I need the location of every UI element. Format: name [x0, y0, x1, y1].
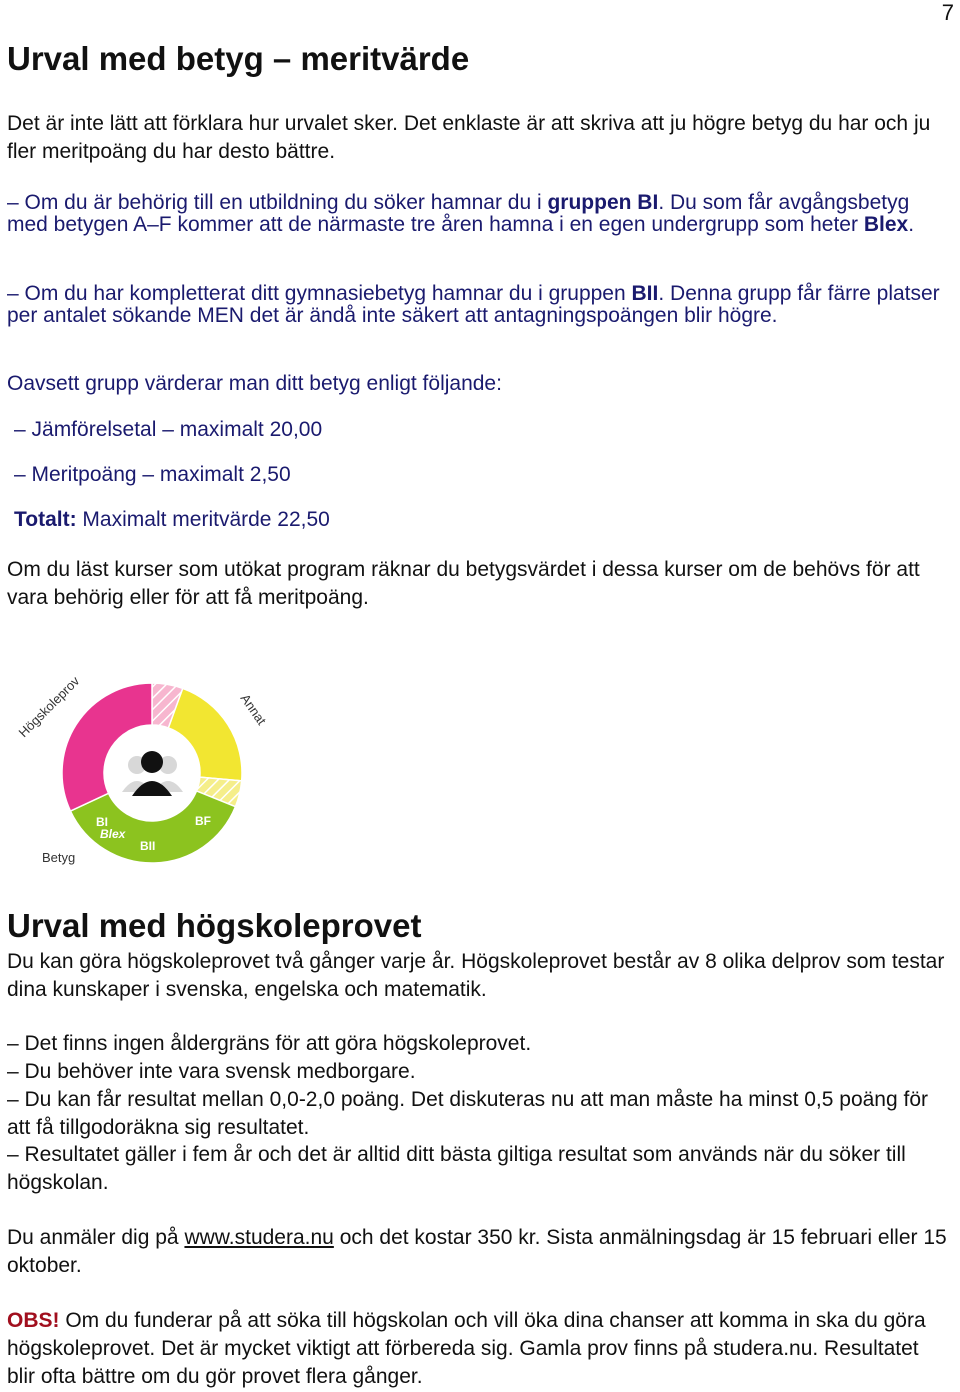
item-jamforelsetal: – Jämförelsetal – maximalt 20,00: [14, 418, 323, 441]
register-pre: Du anmäler dig på: [7, 1226, 185, 1249]
obs-paragraph: [7, 1307, 952, 1391]
page-number: 7: [941, 0, 954, 25]
section-title-merit: Urval med betyg – meritvärde: [7, 40, 470, 77]
bi-text-pre: – Om du är behörig till en utbildning du söker hamnar du i: [7, 191, 548, 214]
total-line: [14, 506, 959, 534]
bii-text-pre: – Om du har kompletterat ditt gymnasiebetyg hamnar du i gruppen: [7, 282, 632, 305]
selection-groups-diagram: [12, 668, 282, 868]
hogskoleprov-bullet-1: – Det finns ingen åldergräns för att göra högskoleprovet.: [7, 1032, 532, 1055]
register-post: och det kostar 350 kr. Sista anmälningsdag är 15 februari eller 15 oktober.: [7, 1226, 947, 1277]
extended-paragraph: Om du läst kurser som utökat program räknar du betygsvärdet i dessa kurser om de behövs för att vara behörig eller för att få meritpoäng.: [7, 558, 920, 609]
studera-link[interactable]: www.studera.nu: [184, 1226, 334, 1249]
obs-text: Om du funderar på att söka till högskolan och vill öka dina chanser att komma in ska du göra högskoleprovet. Det är mycket viktigt att förbereda sig. Gamla prov finns på studera.nu. Resultatet blir ofta bättre om du gör provet flera gånger.: [7, 1309, 926, 1388]
bii-text-post: . Denna grupp får färre platser per antalet sökande MEN det är ändå inte säkert att antagningspoängen blir högre.: [7, 282, 940, 327]
register-paragraph: [7, 1224, 952, 1280]
bii-bold: BII: [631, 282, 659, 305]
regardless-paragraph: Oavsett grupp värderar man ditt betyg enligt följande:: [7, 372, 502, 395]
bi-text-post: . Du som får avgångsbetyg med betygen A–F kommer att de närmaste tre åren hamna i en egen undergrupp som heter: [7, 191, 910, 236]
label-bii: BII: [140, 839, 156, 853]
label-bf: BF: [195, 814, 211, 828]
label-betyg: Betyg: [42, 850, 76, 865]
hogskoleprov-bullet-3: – Du kan får resultat mellan 0,0-2,0 poäng. Det diskuteras nu att man måste ha minst 0,5 poäng för att få tillgodoräkna sig resultatet.: [7, 1088, 929, 1139]
obs-label: OBS!: [7, 1309, 60, 1332]
total-label: Totalt:: [14, 508, 77, 531]
total-value: Maximalt meritvärde 22,50: [76, 508, 330, 531]
label-hogskoleprov: Högskoleprov: [15, 673, 83, 741]
bi-group-bold: gruppen BI: [547, 191, 659, 214]
blex-post: .: [908, 213, 915, 236]
hogskoleprov-bullet-2: – Du behöver inte vara svensk medborgare.: [7, 1060, 416, 1083]
intro-paragraph: Det är inte lätt att förklara hur urvalet sker. Det enklaste är att skriva att ju högre betyg du har och ju fler meritpoäng du har desto bättre.: [7, 112, 931, 163]
hogskoleprov-intro: Du kan göra högskoleprovet två gånger varje år. Högskoleprovet består av 8 olika delprov som testar dina kunskaper i svenska, engelska och matematik.: [7, 950, 945, 1001]
section-title-hogskoleprov: Urval med högskoleprovet: [7, 907, 422, 944]
bi-paragraph: [7, 192, 952, 236]
label-bi: BI: [96, 815, 108, 829]
hogskoleprov-bullet-4: – Resultatet gäller i fem år och det är alltid ditt bästa giltiga resultat som används när du söker till högskolan.: [7, 1143, 906, 1194]
label-blex: Blex: [100, 827, 126, 841]
item-meritpoang: – Meritpoäng – maximalt 2,50: [14, 463, 291, 486]
bii-paragraph: [7, 283, 952, 327]
blex-bold: Blex: [863, 213, 909, 236]
label-annat: Annat: [237, 691, 270, 728]
